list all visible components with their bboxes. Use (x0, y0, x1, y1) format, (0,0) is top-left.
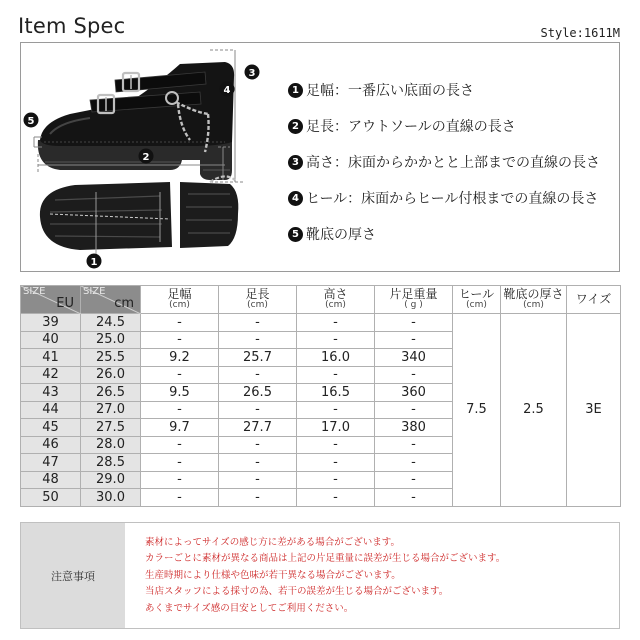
cell-eu: 41 (21, 349, 81, 367)
cell-cm: 27.0 (81, 401, 141, 419)
legend-text: 高さ：床面からかかとと上部までの直線の長さ (306, 155, 600, 171)
marker-badge: 2 (288, 119, 303, 134)
marker-badge: 5 (288, 227, 303, 242)
cell-cm: 29.0 (81, 471, 141, 489)
cell-height: - (297, 471, 375, 489)
size-cm-header: SIZE cm (81, 286, 141, 314)
cell-weight: 340 (375, 349, 453, 367)
header-width: 足幅 (cm) (141, 286, 219, 314)
cell-eu: 40 (21, 331, 81, 349)
legend-text: ヒール：床面からヒール付根までの直線の長さ (306, 191, 599, 207)
legend-text: 靴底の厚さ (306, 227, 376, 243)
cell-weight: - (375, 471, 453, 489)
cell-weight: 380 (375, 419, 453, 437)
style-code: Style:1611M (540, 26, 620, 40)
cell-height: - (297, 314, 375, 332)
shoe-diagram (20, 42, 280, 272)
cell-cm: 30.0 (81, 489, 141, 507)
shoe-side-view (38, 62, 234, 180)
size-table (20, 285, 621, 507)
svg-text:5: 5 (27, 116, 35, 127)
header-weight: 片足重量 ( g ) (375, 286, 453, 314)
cell-width: 9.2 (141, 349, 219, 367)
page-title: Item Spec (18, 14, 126, 38)
cell-length: - (219, 401, 297, 419)
cell-eu: 44 (21, 401, 81, 419)
cell-length: - (219, 471, 297, 489)
cell-weight: - (375, 331, 453, 349)
size-eu-header: SIZE EU (21, 286, 81, 314)
header-sole: 靴底の厚さ (cm) (501, 286, 567, 314)
notes-list (145, 535, 505, 617)
cell-cm: 24.5 (81, 314, 141, 332)
cell-eu: 42 (21, 366, 81, 384)
cell-length: - (219, 489, 297, 507)
cell-cm: 28.0 (81, 436, 141, 454)
legend-text: 足幅：一番広い底面の長さ (306, 83, 474, 99)
cell-width: - (141, 489, 219, 507)
marker-badge: 1 (288, 83, 303, 98)
cell-width: - (141, 314, 219, 332)
cell-width: - (141, 471, 219, 489)
table-row (21, 314, 621, 332)
svg-text:1: 1 (90, 257, 98, 268)
cell-weight: 360 (375, 384, 453, 402)
marker-1 (87, 254, 102, 269)
note-line: 生産時期により仕様や色味が若干異なる場合がございます。 (145, 569, 401, 581)
legend-item (288, 72, 600, 108)
legend-item (288, 180, 600, 216)
cell-cm: 28.5 (81, 454, 141, 472)
marker-4 (220, 82, 235, 97)
svg-text:3: 3 (248, 68, 256, 79)
legend-text: 足長：アウトソールの直線の長さ (306, 119, 516, 135)
cell-weight: - (375, 436, 453, 454)
cell-weight: - (375, 454, 453, 472)
cell-width: 9.5 (141, 384, 219, 402)
cell-length: - (219, 314, 297, 332)
cell-cm: 27.5 (81, 419, 141, 437)
cell-length: - (219, 331, 297, 349)
cell-cm: 26.5 (81, 384, 141, 402)
cell-height: - (297, 366, 375, 384)
cell-height: - (297, 489, 375, 507)
cell-width: - (141, 366, 219, 384)
legend-item (288, 108, 600, 144)
note-line: 当店スタッフによる採寸の為、若干の誤差が生じる場合がございます。 (145, 586, 449, 598)
cell-length: - (219, 366, 297, 384)
cell-length: 27.7 (219, 419, 297, 437)
marker-badge: 3 (288, 155, 303, 170)
cell-weight: - (375, 489, 453, 507)
cell-weight: - (375, 366, 453, 384)
cell-wise: 3E (567, 314, 621, 507)
marker-2 (139, 149, 154, 164)
cell-height: - (297, 436, 375, 454)
marker-5 (24, 113, 39, 128)
legend-item (288, 216, 600, 252)
header-height: 高さ (cm) (297, 286, 375, 314)
cell-height: 17.0 (297, 419, 375, 437)
cell-cm: 26.0 (81, 366, 141, 384)
svg-text:2: 2 (142, 152, 150, 163)
cell-eu: 45 (21, 419, 81, 437)
cell-weight: - (375, 314, 453, 332)
cell-width: - (141, 401, 219, 419)
sole-bottom-view (40, 176, 238, 250)
note-line: 素材によってサイズの感じ方に差がある場合がございます。 (145, 537, 400, 548)
cell-weight: - (375, 401, 453, 419)
cell-eu: 48 (21, 471, 81, 489)
cell-heel: 7.5 (453, 314, 501, 507)
cell-sole: 2.5 (501, 314, 567, 507)
cell-eu: 50 (21, 489, 81, 507)
header-wise: ワイズ (567, 286, 621, 314)
cell-cm: 25.5 (81, 349, 141, 367)
svg-text:4: 4 (223, 85, 231, 96)
cell-width: 9.7 (141, 419, 219, 437)
cell-height: - (297, 331, 375, 349)
cell-length: 26.5 (219, 384, 297, 402)
cell-height: - (297, 454, 375, 472)
marker-badge: 4 (288, 191, 303, 206)
cell-length: - (219, 454, 297, 472)
notes-panel (20, 522, 620, 629)
marker-3 (245, 65, 260, 80)
cell-height: - (297, 401, 375, 419)
cell-eu: 39 (21, 314, 81, 332)
cell-width: - (141, 454, 219, 472)
cell-cm: 25.0 (81, 331, 141, 349)
measurement-legend (288, 72, 600, 252)
note-line: カラーごとに素材が異なる商品は上記の片足重量に誤差が生じる場合がございます。 (145, 553, 506, 565)
cell-length: 25.7 (219, 349, 297, 367)
header-heel: ヒール (cm) (453, 286, 501, 314)
cell-eu: 46 (21, 436, 81, 454)
cell-height: 16.0 (297, 349, 375, 367)
legend-item (288, 144, 600, 180)
cell-eu: 47 (21, 454, 81, 472)
cell-width: - (141, 436, 219, 454)
cell-width: - (141, 331, 219, 349)
table-header-row (21, 286, 621, 314)
note-line: あくまでサイズ感の目安としてご利用ください。 (145, 602, 354, 614)
cell-length: - (219, 436, 297, 454)
notes-label: 注意事項 (21, 523, 125, 628)
header-length: 足長 (cm) (219, 286, 297, 314)
cell-height: 16.5 (297, 384, 375, 402)
cell-eu: 43 (21, 384, 81, 402)
